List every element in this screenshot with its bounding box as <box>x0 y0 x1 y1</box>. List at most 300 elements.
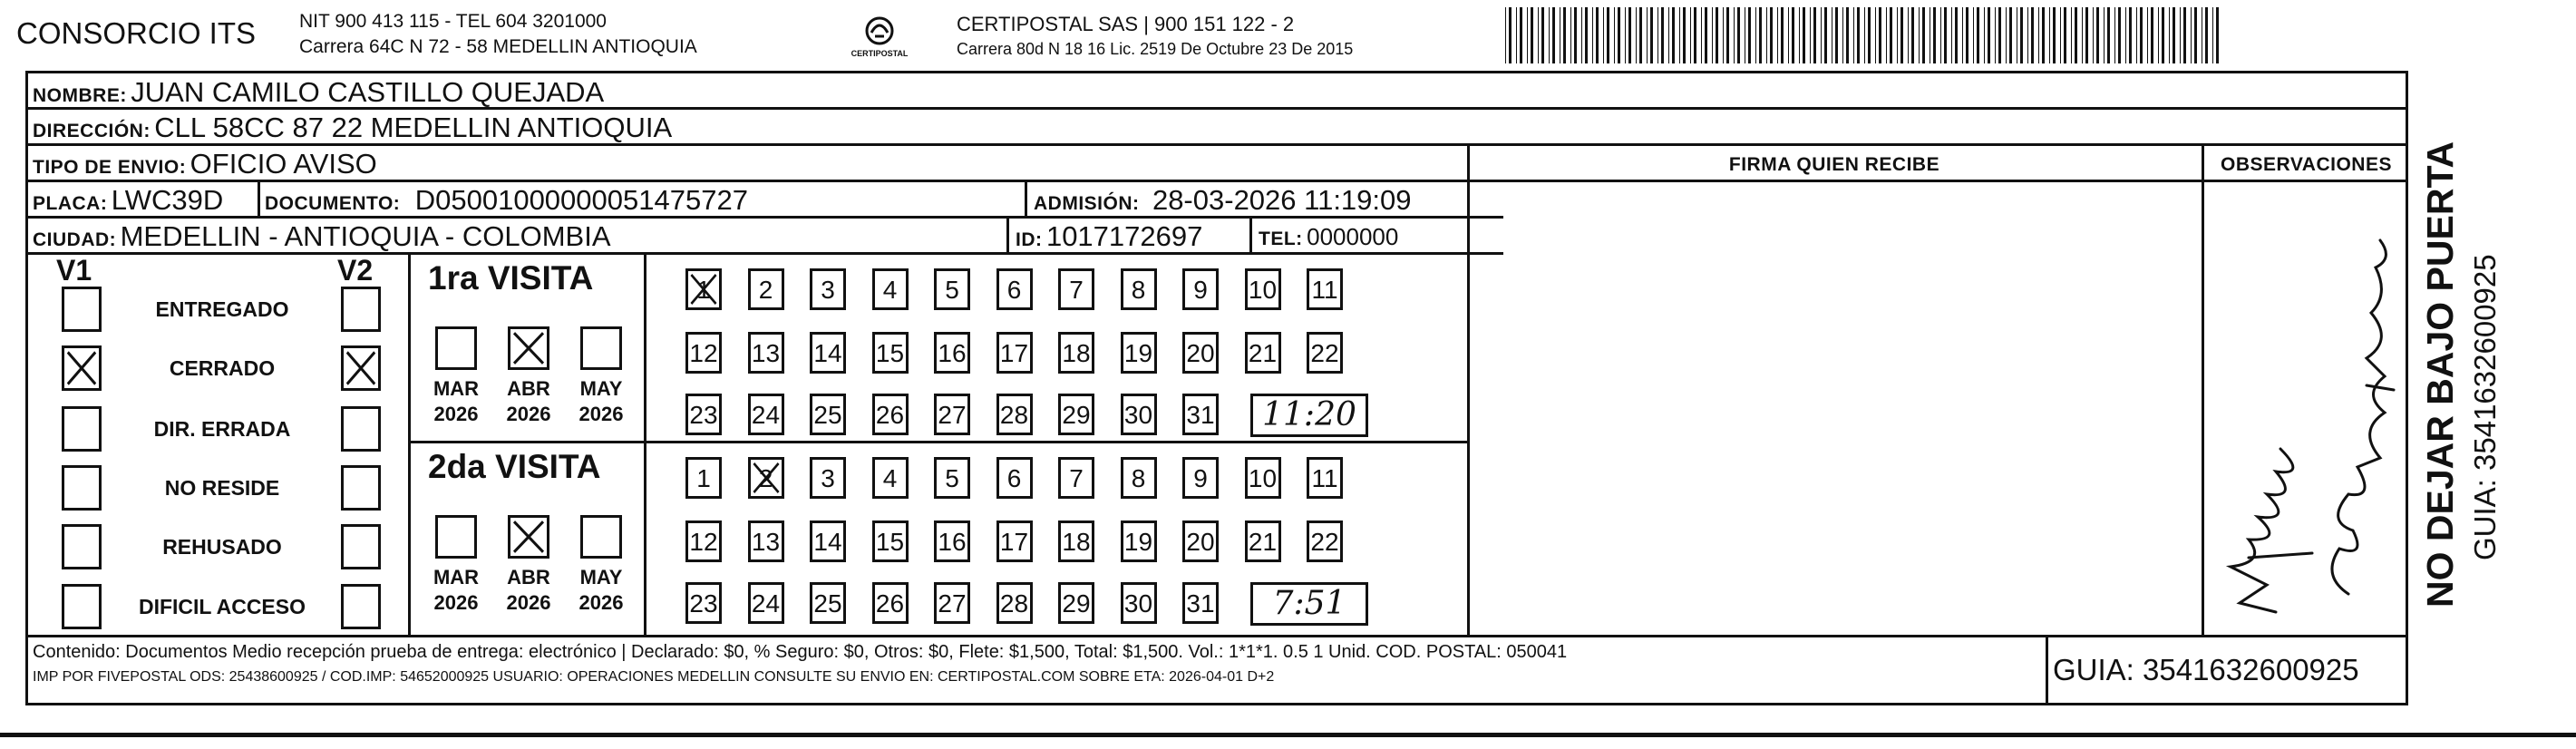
barcode-bar <box>1788 7 1789 63</box>
barcode-bar <box>2151 7 2153 63</box>
barcode-bar <box>1705 7 1707 63</box>
barcode-bar <box>2191 7 2192 63</box>
barcode-bar <box>1813 7 1816 63</box>
month-checkbox[interactable] <box>580 515 622 559</box>
day-number: 12 <box>689 528 718 556</box>
footer-contenido: Contenido: Documentos Medio recepción prueba de entrega: electrónico | Declarado: $0, % Seguro: $0, Otros: $0, Flete: $1,500, Total: $1,500. Vol.: 1*1*1. 0.5 1 Unid. COD. POSTAL: 050041 <box>33 642 1568 662</box>
tipo-envio-row <box>33 148 377 180</box>
barcode-bar <box>2140 7 2143 63</box>
barcode-bar <box>1520 7 1522 63</box>
day-number: 10 <box>1248 276 1278 304</box>
status-label: CERRADO <box>169 356 276 380</box>
day-box[interactable] <box>685 332 722 374</box>
documento-label: DOCUMENTO: <box>265 193 401 214</box>
day-number: 26 <box>875 401 905 429</box>
day-number: 21 <box>1248 528 1278 556</box>
barcode-bar <box>1922 7 1925 63</box>
barcode-bar <box>2114 7 2115 63</box>
day-number: 21 <box>1248 339 1278 367</box>
day-box[interactable] <box>934 582 970 624</box>
barcode-bar <box>1770 7 1773 63</box>
day-number: 20 <box>1186 339 1215 367</box>
day-box[interactable] <box>1121 394 1157 435</box>
barcode-bar <box>2020 7 2023 63</box>
day-box[interactable] <box>1245 520 1281 562</box>
day-box[interactable] <box>1182 332 1219 374</box>
admision-row <box>1034 184 1412 217</box>
footer-imp-line: IMP POR FIVEPOSTAL ODS: 25438600925 / COD.IMP: 54652000925 USUARIO: OPERACIONES MEDELLIN CONSULTE SU ENVIO EN: CERTIPOSTAL.COM SOBRE ETA: 2026-04-01 D+2 <box>33 669 1275 685</box>
status-label: ENTREGADO <box>155 297 289 321</box>
barcode-bar <box>1973 7 1974 63</box>
day-box[interactable] <box>934 457 970 499</box>
barcode-bar <box>2180 7 2181 63</box>
day-number: 18 <box>1062 339 1091 367</box>
barcode-bar <box>1596 7 1599 63</box>
barcode-bar <box>2107 7 2110 63</box>
barcode-bar <box>1940 7 1941 63</box>
day-box[interactable] <box>996 268 1033 310</box>
nombre-row <box>33 76 604 109</box>
status-v2-checkbox[interactable] <box>341 345 381 391</box>
nombre-label: NOMBRE: <box>33 85 127 106</box>
month-name: MAR <box>433 377 480 400</box>
day-box[interactable] <box>1058 268 1094 310</box>
barcode-bar <box>2183 7 2186 63</box>
barcode-bar <box>1628 7 1631 63</box>
barcode-bar <box>1911 7 1914 63</box>
barcode-bar <box>2169 7 2170 63</box>
day-box[interactable] <box>810 332 846 374</box>
barcode-bar <box>1988 7 1990 63</box>
barcode-bar <box>2071 7 2072 63</box>
barcode-bar <box>1505 7 1506 63</box>
day-box[interactable] <box>934 520 970 562</box>
direccion-value: CLL 58CC 87 22 MEDELLIN ANTIOQUIA <box>154 112 673 143</box>
barcode-bar <box>1726 7 1729 63</box>
day-box[interactable] <box>872 457 909 499</box>
barcode-bar <box>1900 7 1903 63</box>
month-year: 2026 <box>433 403 479 425</box>
id-value: 1017172697 <box>1045 220 1203 252</box>
barcode-bar <box>1897 7 1898 63</box>
day-number: 10 <box>1248 464 1278 492</box>
barcode-bar <box>2009 7 2012 63</box>
barcode-bar <box>1977 7 1979 63</box>
day-number: 31 <box>1186 401 1215 429</box>
day-number: 3 <box>821 276 835 304</box>
barcode-bar <box>2085 7 2088 63</box>
barcode-bar <box>2212 7 2213 63</box>
barcode-bar <box>1647 7 1648 63</box>
side-guia: GUIA: 3541632600925 <box>2468 254 2502 560</box>
status-label: NO RESIDE <box>164 476 280 500</box>
id-label: ID: <box>1016 229 1043 250</box>
barcode-bar <box>1984 7 1985 63</box>
day-box[interactable] <box>810 457 846 499</box>
day-number: 23 <box>689 401 718 429</box>
carrier-name: CERTIPOSTAL SAS | 900 151 122 - 2 <box>957 13 1295 35</box>
day-box[interactable] <box>1121 332 1157 374</box>
barcode-bar <box>2082 7 2083 63</box>
day-number: 5 <box>945 276 959 304</box>
tipo-envio-value: OFICIO AVISO <box>190 148 377 180</box>
day-box[interactable] <box>872 520 909 562</box>
logo-caption: CERTIPOSTAL <box>851 49 909 58</box>
month-name: ABR <box>507 377 550 400</box>
direccion-row <box>33 112 672 144</box>
day-box[interactable] <box>996 332 1033 374</box>
company-nit: NIT 900 413 115 - TEL 604 3201000 <box>299 11 607 32</box>
day-number: 19 <box>1123 339 1153 367</box>
barcode-bar <box>2125 7 2126 63</box>
barcode-bar <box>1683 7 1686 63</box>
day-number: 6 <box>1006 276 1022 304</box>
day-number: 6 <box>1006 464 1022 492</box>
day-box[interactable] <box>810 394 846 435</box>
day-number: 8 <box>1131 464 1146 492</box>
day-number: 4 <box>882 464 898 492</box>
month-name: MAY <box>579 566 623 588</box>
barcode-bar <box>1552 7 1555 63</box>
tel-label: TEL: <box>1259 229 1303 249</box>
status-v1-checkbox[interactable] <box>62 345 102 391</box>
day-number: 25 <box>813 589 842 618</box>
placa-row <box>33 184 223 217</box>
day-number: 14 <box>813 528 842 556</box>
ciudad-value: MEDELLIN - ANTIOQUIA - COLOMBIA <box>120 220 611 252</box>
barcode-bar <box>2093 7 2094 63</box>
day-box[interactable] <box>748 582 784 624</box>
barcode-bar <box>2031 7 2034 63</box>
day-box[interactable] <box>1121 268 1157 310</box>
barcode-bar <box>1694 7 1696 63</box>
status-v1-checkbox[interactable] <box>62 584 102 629</box>
tel-value: 0000000 <box>1307 223 1399 250</box>
day-box[interactable] <box>1182 457 1219 499</box>
day-box[interactable] <box>810 520 846 562</box>
day-box[interactable] <box>685 394 722 435</box>
barcode <box>1505 7 2231 63</box>
day-number: 31 <box>1186 589 1215 618</box>
day-number: 24 <box>751 589 781 618</box>
day-number: 1 <box>696 276 711 304</box>
barcode-bar <box>1908 7 1909 63</box>
day-number: 17 <box>999 339 1029 367</box>
nombre-value: JUAN CAMILO CASTILLO QUEJADA <box>131 76 605 108</box>
barcode-bar <box>1803 7 1805 63</box>
barcode-bar <box>1842 7 1843 63</box>
barcode-bar <box>1661 7 1664 63</box>
barcode-bar <box>1574 7 1577 63</box>
day-number: 26 <box>875 589 905 618</box>
day-number: 13 <box>751 528 781 556</box>
day-box[interactable] <box>748 457 784 499</box>
day-box[interactable] <box>685 582 722 624</box>
day-box[interactable] <box>1182 394 1219 435</box>
barcode-bar <box>1592 7 1593 63</box>
barcode-bar <box>1603 7 1604 63</box>
barcode-bar <box>1868 7 1871 63</box>
barcode-bar <box>1846 7 1849 63</box>
barcode-bar <box>1679 7 1680 63</box>
firma-label: FIRMA QUIEN RECIBE <box>1728 154 1940 175</box>
day-box[interactable] <box>1245 457 1281 499</box>
barcode-bar <box>1531 7 1533 63</box>
barcode-bar <box>1639 7 1642 63</box>
barcode-bar <box>1734 7 1735 63</box>
documento-row <box>265 184 748 217</box>
id-row <box>1016 220 1202 253</box>
day-box[interactable] <box>934 394 970 435</box>
barcode-bar <box>2027 7 2028 63</box>
day-number: 13 <box>751 339 781 367</box>
day-box[interactable] <box>1307 520 1343 562</box>
barcode-bar <box>2118 7 2121 63</box>
barcode-bar <box>2042 7 2045 63</box>
day-number: 22 <box>1310 528 1339 556</box>
barcode-bar <box>1737 7 1740 63</box>
documento-value: D05001000000051475727 <box>414 184 748 216</box>
day-box[interactable] <box>872 268 909 310</box>
day-number: 16 <box>938 339 967 367</box>
day-box[interactable] <box>1058 332 1094 374</box>
day-box[interactable] <box>1121 457 1157 499</box>
day-number: 24 <box>751 401 781 429</box>
day-box[interactable] <box>934 332 970 374</box>
footer-guia: GUIA: 3541632600925 <box>2053 653 2359 686</box>
tel-row <box>1259 223 1398 251</box>
month-checkbox[interactable] <box>580 326 622 370</box>
day-number: 22 <box>1310 339 1339 367</box>
day-box[interactable] <box>1307 332 1343 374</box>
barcode-bar <box>1944 7 1947 63</box>
status-v2-checkbox[interactable] <box>341 287 381 332</box>
barcode-bar <box>1853 7 1854 63</box>
barcode-bar <box>2216 7 2219 63</box>
status-label: REHUSADO <box>162 535 282 559</box>
status-v2-checkbox[interactable] <box>341 406 381 452</box>
barcode-bar <box>1618 7 1620 63</box>
day-box[interactable] <box>748 394 784 435</box>
certipostal-logo <box>839 13 920 63</box>
status-v1-checkbox[interactable] <box>62 524 102 569</box>
company-address: Carrera 64C N 72 - 58 MEDELLIN ANTIOQUIA <box>299 36 697 57</box>
day-box[interactable] <box>748 268 784 310</box>
barcode-bar <box>2064 7 2066 63</box>
day-number: 11 <box>1311 276 1338 304</box>
barcode-bar <box>2194 7 2197 63</box>
day-number: 14 <box>813 339 842 367</box>
barcode-bar <box>1766 7 1767 63</box>
day-number: 15 <box>875 339 905 367</box>
day-box[interactable] <box>1121 582 1157 624</box>
day-number: 19 <box>1123 528 1153 556</box>
barcode-bar <box>2006 7 2007 63</box>
barcode-bar <box>1541 7 1544 63</box>
month-checkbox[interactable] <box>435 515 477 559</box>
day-number: 28 <box>999 401 1029 429</box>
barcode-bar <box>1657 7 1658 63</box>
barcode-bar <box>1748 7 1751 63</box>
day-box[interactable] <box>685 520 722 562</box>
barcode-bar <box>1951 7 1952 63</box>
day-box[interactable] <box>1121 520 1157 562</box>
month-year: 2026 <box>506 403 551 425</box>
day-number: 1 <box>696 464 711 492</box>
day-box[interactable] <box>1245 268 1281 310</box>
admision-value: 28-03-2026 11:19:09 <box>1152 184 1412 216</box>
day-box[interactable] <box>810 268 846 310</box>
barcode-bar <box>2147 7 2148 63</box>
day-box[interactable] <box>872 394 909 435</box>
barcode-bar <box>1886 7 1887 63</box>
barcode-bar <box>1527 7 1528 63</box>
month-checkbox[interactable] <box>435 326 477 370</box>
barcode-bar <box>2053 7 2056 63</box>
day-box[interactable] <box>748 332 784 374</box>
day-number: 28 <box>999 589 1029 618</box>
barcode-bar <box>1810 7 1811 63</box>
barcode-bar <box>1864 7 1865 63</box>
month-name: ABR <box>507 566 550 588</box>
day-number: 9 <box>1193 276 1208 304</box>
barcode-bar <box>2136 7 2137 63</box>
day-box[interactable] <box>810 582 846 624</box>
day-box[interactable] <box>748 520 784 562</box>
barcode-bar <box>1723 7 1724 63</box>
barcode-bar <box>1777 7 1778 63</box>
barcode-bar <box>1995 7 1996 63</box>
day-number: 27 <box>938 589 967 618</box>
day-box[interactable] <box>1307 268 1343 310</box>
barcode-bar <box>1835 7 1838 63</box>
barcode-bar <box>1549 7 1550 63</box>
day-box[interactable] <box>996 457 1033 499</box>
status-label: DIFICIL ACCESO <box>138 595 306 618</box>
barcode-bar <box>2060 7 2061 63</box>
company-name: CONSORCIO ITS <box>16 16 257 50</box>
day-number: 20 <box>1186 528 1215 556</box>
barcode-bar <box>1857 7 1860 63</box>
day-number: 7 <box>1069 464 1084 492</box>
day-box[interactable] <box>1182 268 1219 310</box>
day-box[interactable] <box>1058 457 1094 499</box>
day-box[interactable] <box>1307 457 1343 499</box>
barcode-bar <box>1716 7 1718 63</box>
barcode-bar <box>1781 7 1784 63</box>
day-box[interactable] <box>1058 520 1094 562</box>
barcode-bar <box>2075 7 2077 63</box>
barcode-bar <box>1875 7 1876 63</box>
day-number: 2 <box>758 276 773 304</box>
direccion-label: DIRECCIÓN: <box>33 121 151 141</box>
admision-label: ADMISIÓN: <box>1034 193 1140 214</box>
status-v1-checkbox[interactable] <box>62 287 102 332</box>
barcode-bar <box>1581 7 1582 63</box>
day-number: 2 <box>758 464 773 492</box>
day-box[interactable] <box>1058 394 1094 435</box>
day-box[interactable] <box>934 268 970 310</box>
status-v2-checkbox[interactable] <box>341 465 381 511</box>
barcode-bar <box>2096 7 2099 63</box>
status-v2-checkbox[interactable] <box>341 584 381 629</box>
barcode-bar <box>1585 7 1588 63</box>
visit-title: 2da VISITA <box>428 448 601 485</box>
ciudad-label: CIUDAD: <box>33 229 117 250</box>
status-v1-checkbox[interactable] <box>62 465 102 511</box>
day-box[interactable] <box>1245 332 1281 374</box>
barcode-bar <box>1890 7 1892 63</box>
day-number: 25 <box>813 401 842 429</box>
status-v2-checkbox[interactable] <box>341 524 381 569</box>
barcode-bar <box>1998 7 2001 63</box>
v2-label: V2 <box>337 254 374 287</box>
barcode-bar <box>2038 7 2039 63</box>
barcode-bar <box>1755 7 1756 63</box>
day-box[interactable] <box>872 332 909 374</box>
side-notice: NO DEJAR BAJO PUERTA <box>2419 141 2461 608</box>
barcode-bar <box>1668 7 1669 63</box>
month-year: 2026 <box>506 591 551 614</box>
day-box[interactable] <box>996 394 1033 435</box>
day-number: 3 <box>821 464 835 492</box>
barcode-bar <box>1672 7 1675 63</box>
barcode-bar <box>2205 7 2208 63</box>
day-number: 17 <box>999 528 1029 556</box>
barcode-bar <box>1538 7 1539 63</box>
day-box[interactable] <box>872 582 909 624</box>
day-box[interactable] <box>1182 520 1219 562</box>
barcode-bar <box>2129 7 2132 63</box>
handwritten-time: 11:20 <box>1250 394 1368 437</box>
day-number: 23 <box>689 589 718 618</box>
barcode-bar <box>1792 7 1794 63</box>
month-checkbox[interactable] <box>508 515 549 559</box>
barcode-bar <box>1607 7 1609 63</box>
day-number: 18 <box>1062 528 1091 556</box>
month-name: MAR <box>433 566 480 588</box>
day-number: 30 <box>1123 401 1153 429</box>
month-checkbox[interactable] <box>508 326 549 370</box>
barcode-bar <box>1625 7 1626 63</box>
placa-value: LWC39D <box>111 184 224 216</box>
barcode-bar <box>1650 7 1653 63</box>
day-box[interactable] <box>996 520 1033 562</box>
day-number: 15 <box>875 528 905 556</box>
v1-label: V1 <box>56 254 92 287</box>
barcode-bar <box>1509 7 1512 63</box>
day-box[interactable] <box>996 582 1033 624</box>
month-year: 2026 <box>578 591 624 614</box>
day-box[interactable] <box>685 457 722 499</box>
day-box[interactable] <box>1182 582 1219 624</box>
status-v1-checkbox[interactable] <box>62 406 102 452</box>
day-number: 12 <box>689 339 718 367</box>
handwritten-time: 7:51 <box>1250 582 1368 626</box>
placa-label: PLACA: <box>33 193 108 214</box>
barcode-bar <box>2162 7 2164 63</box>
day-number: 7 <box>1069 276 1084 304</box>
barcode-bar <box>1879 7 1881 63</box>
month-name: MAY <box>579 377 623 400</box>
barcode-bar <box>2173 7 2175 63</box>
day-box[interactable] <box>1058 582 1094 624</box>
barcode-bar <box>1824 7 1827 63</box>
month-year: 2026 <box>578 403 624 425</box>
day-number: 27 <box>938 401 967 429</box>
day-box[interactable] <box>685 268 722 310</box>
barcode-bar <box>1962 7 1963 63</box>
